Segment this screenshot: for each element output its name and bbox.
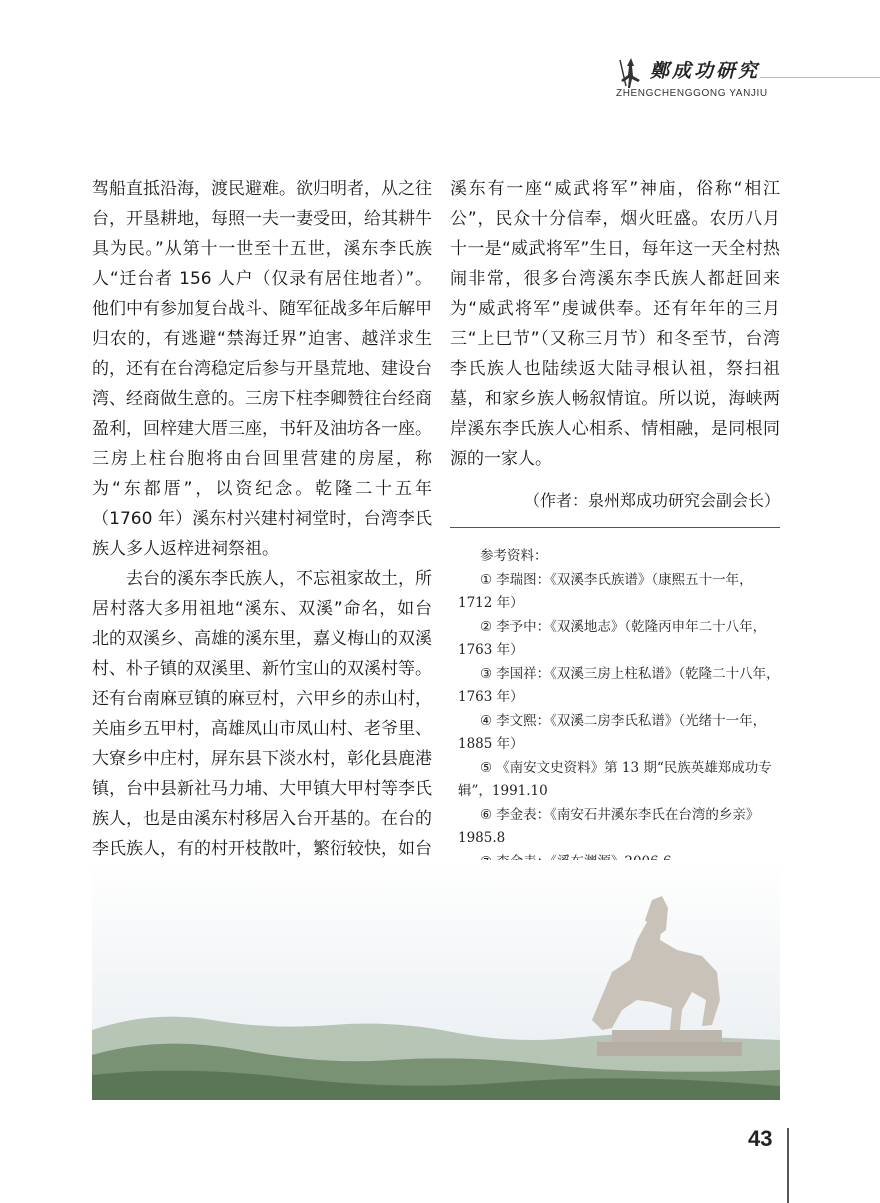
reference-text: 李予中：《双溪地志》（乾隆丙申年二十八年，1763 年） xyxy=(458,618,767,658)
references xyxy=(458,545,780,874)
left-column xyxy=(92,174,432,924)
reference-number: ④ xyxy=(480,712,493,729)
reference-number: ② xyxy=(480,618,493,635)
page-number: 43 xyxy=(748,1126,773,1151)
body-paragraph: 溪东有一座“威武将军”神庙，俗称“相江公”，民众十分信奉，烟火旺盛。农历八月十一是“威武将军”生日，每年这一天全村热闹非常，很多台湾溪东李氏族人都赶回来为“威武将军”虔诚供奉。还有年年的三月三“上巳节”（又称三月节）和冬至节，台湾李氏族人也陆续返大陆寻根认祖，祭扫祖墓，和家乡族人畅叙情谊。所以说，海峡两岸溪东李氏族人心相系、情相融，是同根同源的一家人。 xyxy=(450,179,780,469)
reference-text: 《南安文史资料》第 13 期“民族英雄郑成功专辑”，1991.10 xyxy=(458,759,772,799)
reference-number: ⑥ xyxy=(480,806,493,823)
reference-text: 李国祥：《双溪三房上柱私谱》（乾隆二十八年，1763 年） xyxy=(458,665,780,705)
reference-list xyxy=(458,569,780,875)
author-note: （作者：泉州郑成功研究会副会长） xyxy=(523,491,780,510)
reference-item xyxy=(458,663,780,710)
journal-title: 鄭成功研究 xyxy=(650,60,761,82)
reference-item xyxy=(458,757,780,804)
journal-header xyxy=(610,50,880,110)
references-heading: 参考资料： xyxy=(480,548,548,564)
right-column xyxy=(450,174,780,474)
reference-item xyxy=(458,804,780,851)
reference-number: ① xyxy=(480,571,493,588)
body-paragraph: 去台的溪东李氏族人，不忘祖家故土，所居村落大多用祖地“溪东、双溪”命名，如台北的双溪乡、高雄的溪东里，嘉义梅山的双溪村、朴子镇的双溪里、新竹宝山的双溪村等。还有台南麻豆镇的麻豆村，六甲乡的赤山村，关庙乡五甲村，高雄凤山市凤山村、老爷里、大寮乡中庄村，屏东县下淡水村，彰化县鹿港镇，台中县新社马力埔、大甲镇大甲村等李氏族人，也是由溪东村移居入台开基的。在台的李氏族人，有的村开枝散叶，繁衍较快，如台 xyxy=(92,569,432,859)
body-paragraph: 驾船直抵沿海，渡民避难。欲归明者，从之往台，开垦耕地，每照一夫一妻受田，给其耕牛具为民。”从第十一世至十五世，溪东李氏族人“迁台者 156 人户（仅录有居住地者）”。他们中有参加复台战斗、随军征战多年后解甲归农的，有逃避“禁海迁界”迫害、越洋求生的，还有在台湾稳定后参与开垦荒地、建设台湾、经商做生意的。三房下柱李卿赞往台经商盈利，回梓建大厝三座，书轩及油坊各一座。三房上柱台胞将由台回里营建的房屋，称为“东都厝”，以资纪念。乾隆二十五年（1760 年）溪东村兴建村祠堂时，台湾李氏族人多人返梓进祠祭祖。 xyxy=(92,179,432,559)
reference-number: ③ xyxy=(480,665,493,682)
reference-item xyxy=(458,710,780,757)
page-number-rule xyxy=(787,1128,789,1203)
reference-text: 李文熙：《双溪二房李氏私谱》（光绪十一年，1885 年） xyxy=(458,712,767,752)
header-rule xyxy=(760,77,880,78)
references-divider xyxy=(450,527,780,528)
reference-item xyxy=(458,616,780,663)
warrior-logo-icon xyxy=(616,56,646,90)
reference-text: 李瑞图：《双溪李氏族谱》（康熙五十一年，1712 年） xyxy=(458,571,753,611)
reference-text: 李金表：《南安石井溪东李氏在台湾的乡亲》1985.8 xyxy=(458,806,760,846)
reference-item xyxy=(458,569,780,616)
journal-subtitle: ZHENGCHENGGONG YANJIU xyxy=(616,88,768,99)
reference-number: ⑤ xyxy=(480,759,493,776)
statue-landscape-image xyxy=(92,860,780,1100)
